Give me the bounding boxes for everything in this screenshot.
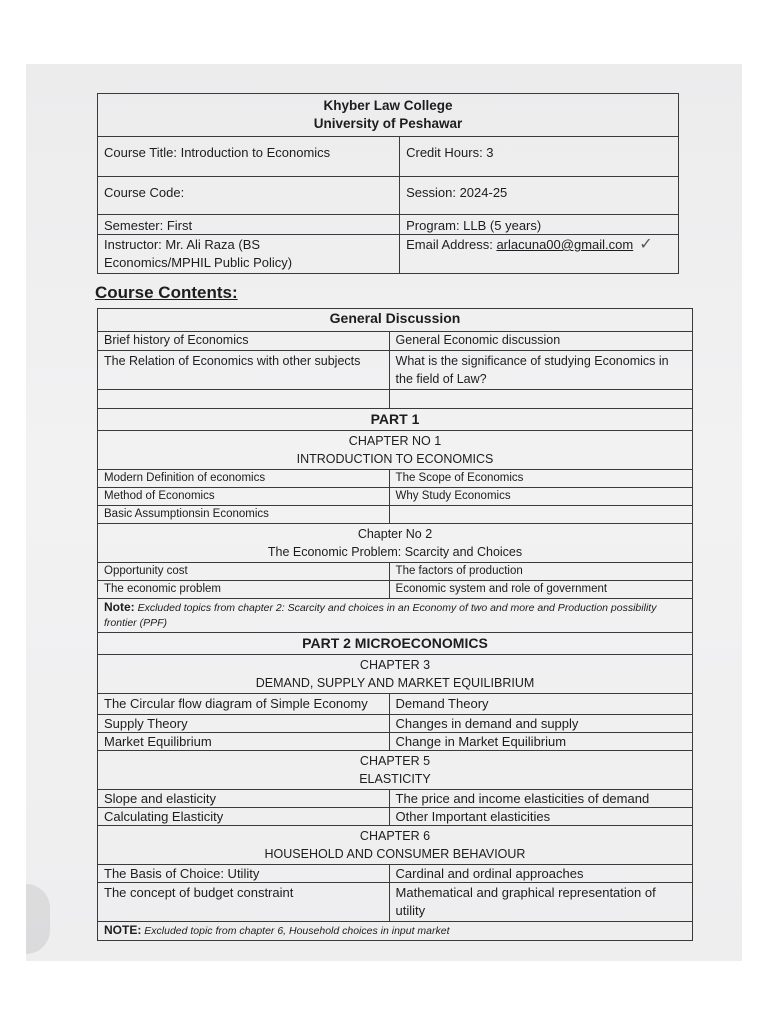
chapter-3-heading bbox=[98, 655, 693, 694]
chapter-2-heading bbox=[98, 524, 693, 563]
table-cell: Other Important elasticities bbox=[389, 808, 692, 826]
table-cell: The economic problem bbox=[98, 581, 390, 599]
empty-cell bbox=[98, 390, 390, 409]
general-discussion-heading: General Discussion bbox=[98, 309, 693, 332]
table-cell: Cardinal and ordinal approaches bbox=[389, 865, 692, 883]
chapter-6-note bbox=[98, 922, 693, 941]
table-cell: Supply Theory bbox=[98, 715, 390, 733]
table-cell: The price and income elasticities of demand bbox=[389, 790, 692, 808]
email-cell bbox=[400, 235, 679, 274]
chapter-6-number: CHAPTER 6 bbox=[359, 829, 431, 843]
table-cell: The Circular flow diagram of Simple Economy bbox=[98, 694, 390, 715]
note-label: NOTE: bbox=[104, 923, 142, 937]
chapter-5-number: CHAPTER 5 bbox=[359, 754, 431, 768]
table-cell: Method of Economics bbox=[98, 488, 390, 506]
table-cell: The Basis of Choice: Utility bbox=[98, 865, 390, 883]
institution-header bbox=[98, 94, 679, 137]
chapter-6-title: HOUSEHOLD AND CONSUMER BEHAVIOUR bbox=[264, 847, 526, 861]
email-link[interactable]: arlacuna00@gmail.com bbox=[496, 237, 634, 252]
table-cell: General Economic discussion bbox=[389, 332, 692, 351]
chapter-2-title: The Economic Problem: Scarcity and Choices bbox=[267, 545, 523, 559]
empty-cell bbox=[389, 390, 692, 409]
note-text: Excluded topics from chapter 2: Scarcity and choices in an Economy of two and more and Production possibility frontier (PPF) bbox=[104, 602, 657, 629]
table-cell: Mathematical and graphical representation of utility bbox=[389, 883, 692, 922]
table-cell: Change in Market Equilibrium bbox=[389, 733, 692, 751]
course-title: Course Title: Introduction to Economics bbox=[98, 137, 400, 177]
session: Session: 2024-25 bbox=[400, 177, 679, 215]
table-cell: The Scope of Economics bbox=[389, 470, 692, 488]
email-label: Email Address: bbox=[406, 237, 497, 252]
table-cell: Slope and elasticity bbox=[98, 790, 390, 808]
course-code: Course Code: bbox=[98, 177, 400, 215]
table-cell: Demand Theory bbox=[389, 694, 692, 715]
program: Program: LLB (5 years) bbox=[400, 215, 679, 235]
semester: Semester: First bbox=[98, 215, 400, 235]
chapter-5-title: ELASTICITY bbox=[359, 772, 431, 786]
table-cell: The Relation of Economics with other subjects bbox=[98, 351, 390, 390]
credit-hours: Credit Hours: 3 bbox=[400, 137, 679, 177]
checkmark-icon: ✓ bbox=[639, 236, 653, 253]
college-name: Khyber Law College bbox=[323, 98, 453, 113]
chapter-1-number: CHAPTER NO 1 bbox=[348, 434, 442, 448]
table-cell bbox=[389, 506, 692, 524]
table-cell: The concept of budget constraint bbox=[98, 883, 390, 922]
chapter-6-heading bbox=[98, 826, 693, 865]
table-cell: Changes in demand and supply bbox=[389, 715, 692, 733]
instructor bbox=[98, 235, 400, 274]
chapter-1-title: INTRODUCTION TO ECONOMICS bbox=[296, 452, 494, 466]
university-name: University of Peshawar bbox=[313, 116, 463, 131]
table-cell: Calculating Elasticity bbox=[98, 808, 390, 826]
instructor-line-2: Economics/MPHIL Public Policy) bbox=[104, 255, 293, 270]
table-cell: Economic system and role of government bbox=[389, 581, 692, 599]
table-cell: Brief history of Economics bbox=[98, 332, 390, 351]
note-label: Note: bbox=[104, 600, 135, 614]
table-cell: Why Study Economics bbox=[389, 488, 692, 506]
course-contents-heading: Course Contents: bbox=[95, 283, 238, 302]
part1-heading: PART 1 bbox=[98, 409, 693, 431]
table-cell: What is the significance of studying Economics in the field of Law? bbox=[389, 351, 692, 390]
chapter-3-number: CHAPTER 3 bbox=[359, 658, 431, 672]
note-text: Excluded topic from chapter 6, Household choices in input market bbox=[144, 925, 450, 937]
table-cell: Market Equilibrium bbox=[98, 733, 390, 751]
part2-heading: PART 2 MICROECONOMICS bbox=[98, 633, 693, 655]
chapter-1-heading bbox=[98, 431, 693, 470]
instructor-line-1: Instructor: Mr. Ali Raza (BS bbox=[104, 237, 261, 252]
document-page bbox=[26, 64, 742, 961]
table-cell: Opportunity cost bbox=[98, 563, 390, 581]
page-shadow bbox=[26, 884, 50, 954]
chapter-3-title: DEMAND, SUPPLY AND MARKET EQUILIBRIUM bbox=[255, 676, 535, 690]
course-contents-table bbox=[97, 308, 693, 941]
chapter-5-heading bbox=[98, 751, 693, 790]
table-cell: Modern Definition of economics bbox=[98, 470, 390, 488]
table-cell: Basic Assumptionsin Economics bbox=[98, 506, 390, 524]
course-info-table bbox=[97, 93, 679, 274]
table-cell: The factors of production bbox=[389, 563, 692, 581]
chapter-2-note bbox=[98, 599, 693, 633]
chapter-2-number: Chapter No 2 bbox=[357, 527, 433, 541]
